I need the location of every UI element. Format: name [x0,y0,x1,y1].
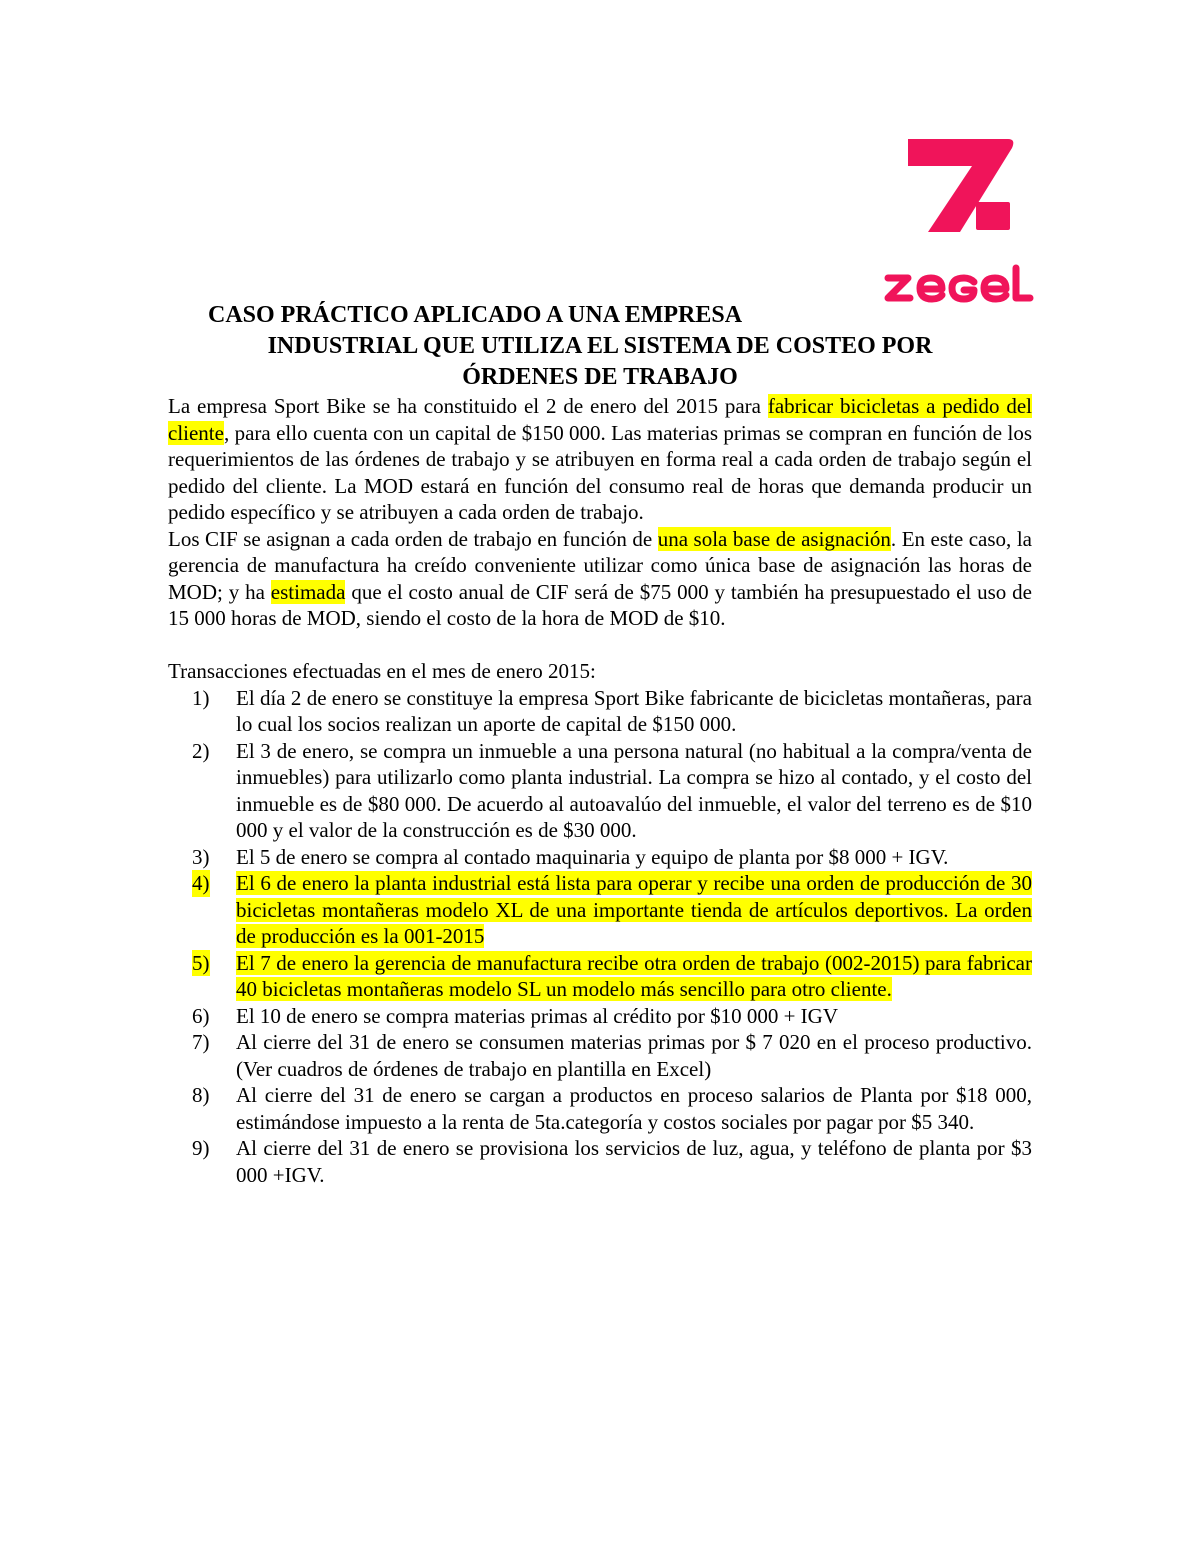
document-body [168,393,1032,1188]
list-item-number: 1) [192,685,210,710]
list-item-number: 4) [192,871,210,895]
list-item [168,685,1032,738]
document-title [168,300,1032,393]
list-item-number: 5) [192,950,210,975]
paragraph-text: La empresa Sport Bike se ha constituido el 2 de enero del 2015 para [168,394,768,418]
title-line-3: ÓRDENES DE TRABAJO [462,364,738,390]
zegel-logo-icon [880,136,1036,306]
paragraph-intro [168,393,1032,526]
list-item-text: El 6 de enero la planta industrial está lista para operar y recibe una orden de producción de 30 bicicletas montañeras modelo XL de una importante tienda de artículos deportivos. La orden de producción es la 001-2015 [236,871,1032,948]
list-item-text: El 5 de enero se compra al contado maquinaria y equipo de planta por $8 000 + IGV. [236,844,949,869]
paragraph-text: Los CIF se asignan a cada orden de trabajo en función de [168,526,658,551]
list-item-text: El día 2 de enero se constituye la empresa Sport Bike fabricante de bicicletas montañeras, para lo cual los socios realizan un aporte de capital de $150 000. [236,685,1032,736]
list-item-text: El 10 de enero se compra materias primas al crédito por $10 000 + IGV [236,1003,838,1028]
paragraph-text: . En este caso, la gerencia de manufactura ha creído conveniente utilizar como única base de asignación las horas de MOD; y ha [168,526,1032,604]
zegel-logo [880,136,1036,306]
highlighted-text: una sola base de asignación [657,526,891,551]
paragraph-cif [168,526,1032,632]
paragraph-text: que el costo anual de CIF será de $75 000 y también ha presupuestado el uso de 15 000 horas de MOD, siendo el costo de la hora de MOD de $10. [168,579,1032,630]
list-item [168,950,1032,1003]
list-item-number: 3) [192,844,210,869]
list-item-number: 7) [192,1030,210,1054]
list-item-text: Al cierre del 31 de enero se consumen materias primas por $ 7 020 en el proceso productivo. (Ver cuadros de órdenes de trabajo en plantilla en Excel) [236,1030,1032,1081]
list-item [168,1135,1032,1188]
list-item-text: Al cierre del 31 de enero se cargan a productos en proceso salarios de Planta por $18 000, estimándose impuesto a la renta de 5ta.categoría y costos sociales por pagar por $5 340. [236,1083,1032,1134]
transactions-heading: Transacciones efectuadas en el mes de enero 2015: [168,659,596,683]
highlighted-text: fabricar bicicletas a pedido del cliente [168,394,1032,445]
list-item [168,1082,1032,1135]
list-item [168,738,1032,844]
list-item [168,870,1032,950]
list-item-number: 9) [192,1136,210,1160]
list-item-text: El 7 de enero la gerencia de manufactura recibe otra orden de trabajo (002-2015) para fabricar 40 bicicletas montañeras modelo SL un modelo más sencillo para otro cliente. [236,950,1032,1001]
list-item [168,1029,1032,1082]
title-line-1: CASO PRÁCTICO APLICADO A UNA EMPRESA [208,302,743,328]
list-item [168,844,1032,871]
list-item-text: El 3 de enero, se compra un inmueble a una persona natural (no habitual a la compra/venta de inmuebles) para utilizarlo como planta industrial. La compra se hizo al contado, y el costo del inmueble es de $80 000. De acuerdo al autoavalúo del inmueble, el valor del terreno es de $10 000 y el valor de la construcción es de $30 000. [236,738,1032,842]
list-item-number: 8) [192,1083,210,1107]
transactions-list [168,685,1032,1189]
list-item [168,1003,1032,1030]
title-line-2: INDUSTRIAL QUE UTILIZA EL SISTEMA DE COSTEO POR [267,333,933,359]
list-item-number: 2) [192,738,210,763]
spacer [168,632,1032,659]
list-item-text: Al cierre del 31 de enero se provisiona los servicios de luz, agua, y teléfono de planta por $3 000 +IGV. [236,1136,1032,1187]
highlighted-text: estimada [270,579,346,604]
paragraph-text: , para ello cuenta con un capital de $150 000. Las materias primas se compran en función de los requerimientos de las órdenes de trabajo y se atribuyen en forma real a cada orden de trabajo según el pedido del cliente. La MOD estará en función del consumo real de horas que demanda producir un pedido específico y se atribuyen a cada orden de trabajo. [168,420,1032,524]
list-item-number: 6) [192,1003,210,1028]
